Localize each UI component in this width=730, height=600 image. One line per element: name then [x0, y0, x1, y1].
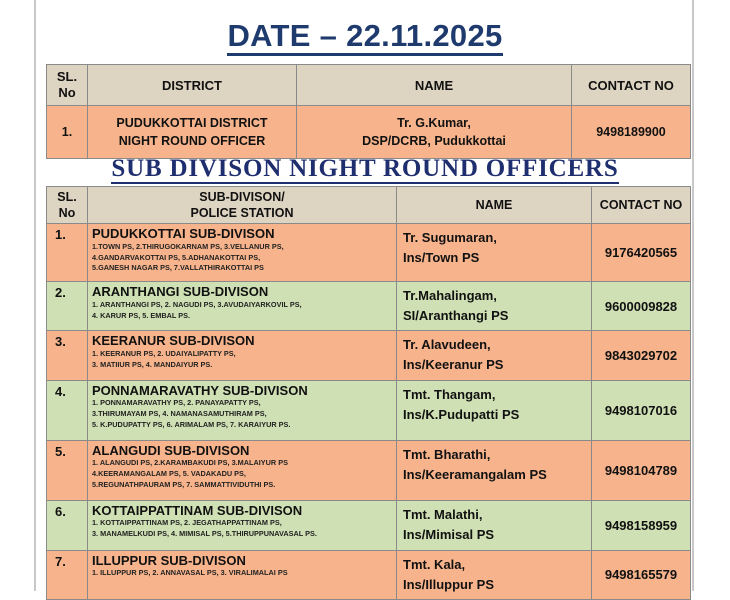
row-officer: [397, 550, 592, 599]
row-officer: [397, 440, 592, 500]
row-officer: [397, 331, 592, 380]
table-row: [47, 550, 691, 599]
header-sl: SL. No: [47, 187, 88, 224]
sub-division-rows: [47, 224, 691, 600]
division-name: ILLUPPUR SUB-DIVISON: [92, 552, 246, 568]
row-sl: 3.: [47, 331, 88, 380]
row-division: [88, 500, 397, 550]
row-sl: 2.: [47, 282, 88, 331]
row-contact: 9498104789: [592, 440, 691, 500]
officer-name: Tmt. Malathi,: [403, 506, 483, 522]
officer-name: Tmt. Bharathi,: [403, 446, 491, 462]
officer-name: Tr.Mahalingam,: [403, 288, 497, 303]
police-station-list-line: 1. ILLUPPUR PS, 2. ANNAVASAL PS, 3. VIRALIMALAI PS: [92, 568, 288, 578]
row-officer: [397, 282, 592, 331]
police-station-list-line: 4. KARUR PS, 5. EMBAL PS.: [92, 310, 190, 320]
table-row: [47, 440, 691, 500]
row-division: [88, 282, 397, 331]
row-contact: 9498158959: [592, 500, 691, 550]
header-division: SUB-DIVISON/ POLICE STATION: [88, 187, 397, 224]
police-station-list-line: 5.REGUNATHPAURAM PS, 7. SAMMATTIVIDUTHI PS.: [92, 480, 276, 490]
header-sl: SL. No: [47, 65, 88, 106]
row-sl: 4.: [47, 380, 88, 440]
table-header-row: [47, 65, 691, 106]
division-name: KOTTAIPPATTINAM SUB-DIVISON: [92, 502, 303, 518]
table-row: [47, 224, 691, 282]
officer-designation: Ins/Town PS: [403, 250, 480, 266]
row-division: [88, 380, 397, 440]
police-station-list-line: 3.THIRUMAYAM PS, 4. NAMANASAMUTHIRAM PS,: [92, 409, 267, 419]
row-officer: [397, 380, 592, 440]
officer-name: Tmt. Thangam,: [403, 386, 496, 402]
row-sl: 1.: [47, 106, 88, 159]
row-name: [297, 106, 572, 159]
table-header-row: [47, 187, 691, 224]
officer-name: Tr. Alavudeen,: [403, 337, 491, 353]
row-division: [88, 331, 397, 380]
police-station-list-line: 1. ALANGUDI PS, 2.KARAMBAKUDI PS, 3.MALAIYUR PS: [92, 458, 288, 468]
officer-name: Tr. Sugumaran,: [403, 230, 497, 245]
police-station-list-line: 1. KEERANUR PS, 2. UDAIYALIPATTY PS,: [92, 348, 236, 358]
police-station-list-line: 1. KOTTAIPPATTINAM PS, 2. JEGATHAPPATTINAM PS,: [92, 518, 282, 528]
district-line-2: NIGHT ROUND OFFICER: [118, 134, 266, 148]
row-district: [88, 106, 297, 159]
officer-designation: Ins/Keeranur PS: [403, 357, 504, 373]
police-station-list-line: 5.GANESH NAGAR PS, 7.VALLATHIRAKOTTAI PS: [92, 263, 264, 273]
police-station-list-line: 4.GANDARVAKOTTAI PS, 5.ADHANAKOTTAI PS,: [92, 252, 261, 262]
row-sl: 6.: [47, 500, 88, 550]
sub-division-heading-text: SUB DIVISON NIGHT ROUND OFFICERS: [111, 155, 619, 182]
table-row: [47, 380, 691, 440]
division-name: KEERANUR SUB-DIVISON: [92, 333, 255, 349]
police-station-list-line: 5. K.PUDUPATTY PS, 6. ARIMALAM PS, 7. KARAIYUR PS.: [92, 420, 291, 430]
header-district: DISTRICT: [88, 65, 297, 106]
row-contact: 9176420565: [592, 224, 691, 282]
officer-designation: SI/Aranthangi PS: [403, 308, 509, 324]
header-name: NAME: [397, 187, 592, 224]
police-station-list-line: 3. MATIIUR PS, 4. MANDAIYUR PS.: [92, 359, 213, 369]
row-division: [88, 550, 397, 599]
row-contact: 9843029702: [592, 331, 691, 380]
officer-designation: Ins/Keeramangalam PS: [403, 466, 547, 482]
division-name: PONNAMARAVATHY SUB-DIVISON: [92, 382, 308, 398]
header-contact: CONTACT NO: [592, 187, 691, 224]
division-name: ALANGUDI SUB-DIVISON: [92, 442, 250, 458]
header-contact: CONTACT NO: [572, 65, 691, 106]
officer-designation: Ins/Mimisal PS: [403, 526, 495, 542]
officer-designation: Ins/K.Pudupatti PS: [403, 406, 520, 422]
row-contact: 9498189900: [572, 106, 691, 159]
table-row: [47, 282, 691, 331]
row-division: [88, 440, 397, 500]
table-row: [47, 106, 691, 159]
police-station-list-line: 1. PONNAMARAVATHY PS, 2. PANAYAPATTY PS,: [92, 398, 261, 408]
row-sl: 1.: [47, 224, 88, 282]
name-line-1: Tr. G.Kumar,: [397, 115, 471, 130]
header-name: NAME: [297, 65, 572, 106]
police-station-list-line: 3. MANAMELKUDI PS, 4. MIMISAL PS, 5.THIRUPPUNAVASAL PS.: [92, 529, 317, 539]
row-contact: 9498165579: [592, 550, 691, 599]
police-station-list-line: 1. ARANTHANGI PS, 2. NAGUDI PS, 3.AVUDAIYARKOVIL PS,: [92, 299, 302, 309]
date-heading-text: DATE – 22.11.2025: [227, 18, 502, 56]
police-station-list-line: 1.TOWN PS, 2.THIRUGOKARNAM PS, 3.VELLANUR PS,: [92, 241, 284, 251]
table-row: [47, 500, 691, 550]
row-officer: [397, 224, 592, 282]
division-name: PUDUKKOTTAI SUB-DIVISON: [92, 226, 275, 241]
police-station-list-line: 4.KEERAMANGALAM PS, 5. VADAKADU PS,: [92, 469, 246, 479]
division-name: ARANTHANGI SUB-DIVISON: [92, 284, 269, 299]
officer-name: Tmt. Kala,: [403, 556, 466, 572]
officer-designation: Ins/Illuppur PS: [403, 576, 495, 592]
row-officer: [397, 500, 592, 550]
district-officer-table: [46, 64, 691, 159]
row-sl: 7.: [47, 550, 88, 599]
table-row: [47, 331, 691, 380]
row-contact: 9600009828: [592, 282, 691, 331]
date-heading: [0, 18, 730, 54]
row-contact: 9498107016: [592, 380, 691, 440]
row-sl: 5.: [47, 440, 88, 500]
name-line-2: DSP/DCRB, Pudukkottai: [362, 134, 506, 148]
sub-division-table: [46, 186, 691, 600]
district-line-1: PUDUKKOTTAI DISTRICT: [116, 115, 268, 130]
sub-division-heading: [0, 155, 730, 183]
row-division: [88, 224, 397, 282]
